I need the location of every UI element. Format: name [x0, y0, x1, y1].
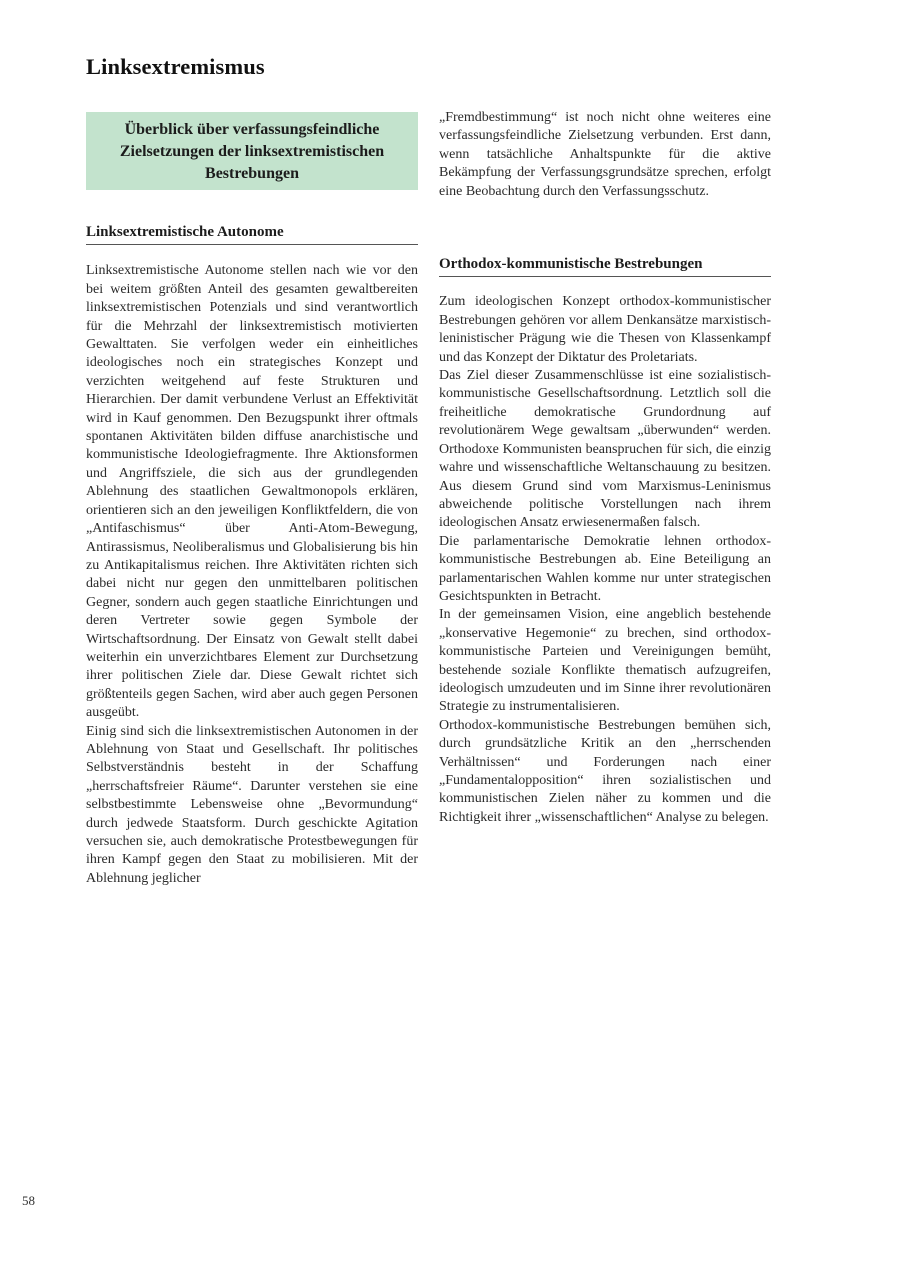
paragraph: Das Ziel dieser Zusammenschlüsse ist eine sozialistisch-kommunistische Gesellschaftsordnung. Letztlich soll die freiheitliche demokratische Grundordnung auf revolutionärem Wege gewaltsam „überwunden“ werden. Orthodoxe Kommunisten beanspruchen für sich, die einzig wahre und wissenschaftliche Weltanschauung zu besitzen. Aus diesem Grund sind vom Marxismus-Leninismus abweichende politische Vorstellungen nach ihrem ideologischen Ansatz erwiesenermaßen falsch.	[439, 368, 771, 531]
section-body-orthodox	[439, 293, 771, 827]
continuation-text	[439, 109, 771, 201]
paragraph: Linksextremistische Autonome stellen nach wie vor den bei weitem größten Anteil des gesamten gewaltbereiten linksextremistischen Potenzials und sind verantwortlich für die Mehrzahl der linksextremistisch motivierten Gewalttaten. Sie verfolgen weder ein einheitliches ideologisches noch ein strategisches Konzept und verzichten weitgehend auf feste Strukturen und Hierarchien. Der damit verbundene Verlust an Effektivität wird in Kauf genommen. Den Bezugspunkt ihrer oftmals spontanen Aktivitäten bilden diffuse anarchistische und kommunistische Ideologiefragmente. Ihre Aktionsformen und Angriffsziele, die sich aus der grundlegenden Ablehnung des staatlichen Gewaltmonopols erklären, orientieren sich an den jeweiligen Konfliktfeldern, die von „Antifaschismus“ über Anti-Atom-Bewegung, Antirassismus, Neoliberalismus und Globalisierung bis hin zu Antikapitalismus reichen. Ihre Aktivitäten richten sich dabei nicht nur gegen den unmittelbaren politischen Gegner, sondern auch gegen staatliche Einrichtungen und deren Vertreter sowie gegen Symbole der Wirtschaftsordnung. Der Einsatz von Gewalt stellt dabei weiterhin ein unverzichtbares Element zur Durchsetzung ihrer politischen Ziele dar. Diese Gewalt richtet sich größtenteils gegen Sachen, wird aber auch gegen Personen ausgeübt.	[86, 263, 418, 721]
paragraph: Orthodox-kommunistische Bestrebungen bemühen sich, durch grundsätzliche Kritik an den „herrschenden Verhältnissen“ und Forderungen nach einer „Fundamentalopposition“ ihren sozialistischen und kommunistischen Zielen näher zu kommen und die Richtigkeit ihrer „wissenschaftlichen“ Analyse zu belegen.	[439, 717, 771, 825]
right-column	[439, 109, 771, 827]
left-column	[86, 112, 418, 888]
paragraph: „Fremdbestimmung“ ist noch nicht ohne weiteres eine verfassungsfeindliche Zielsetzung verbunden. Erst dann, wenn tatsächliche Anhaltspunkte für die aktive Bekämpfung der Verfassungsgrundsätze sprechen, erfolgt eine Beobachtung durch den Verfassungsschutz.	[439, 110, 771, 199]
section-body-autonome	[86, 262, 418, 888]
paragraph: Die parlamentarische Demokratie lehnen orthodox-kommunistische Bestrebungen ab. Eine Beteiligung an parlamentarischen Wahlen komme nur unter strategischen Gesichtspunkten in Betracht.	[439, 533, 771, 604]
paragraph: Einig sind sich die linksextremistischen Autonomen in der Ablehnung von Staat und Gesellschaft. Ihr politisches Selbstverständnis besteht in der Schaffung „herrschaftsfreier Räume“. Darunter verstehen sie eine selbstbestimmte Lebensweise ohne „Bevormundung“ durch jedwede Staatsform. Durch geschickte Agitation versuchen sie, auch demokratische Protestbewegungen für ihren Kampf gegen den Staat zu mobilisieren. Mit der Ablehnung jeglicher	[86, 723, 418, 886]
page-title: Linksextremismus	[86, 54, 265, 79]
paragraph: Zum ideologischen Konzept orthodox-kommunistischer Bestrebungen gehören vor allem Denkansätze marxistisch-leninistischer Prägung wie die Thesen von Klassenkampf und das Konzept der Diktatur des Proletariats.	[439, 294, 771, 365]
section-heading-autonome: Linksextremistische Autonome	[86, 223, 418, 245]
overview-box: Überblick über verfassungsfeindliche Zielsetzungen der linksextremistischen Bestrebungen	[86, 112, 418, 190]
paragraph: In der gemeinsamen Vision, eine angeblich bestehende „konservative Hegemonie“ zu brechen, sind orthodox-kommunistische Parteien und Vereinigungen bemüht, bestehende soziale Konflikte thematisch aufzugreifen, ideologisch umzudeuten und im Sinne ihrer revolutionären Strategie zu instrumentalisieren.	[439, 607, 771, 715]
page-number: 58	[22, 1193, 35, 1208]
section-heading-orthodox: Orthodox-kommunistische Bestrebungen	[439, 255, 771, 277]
